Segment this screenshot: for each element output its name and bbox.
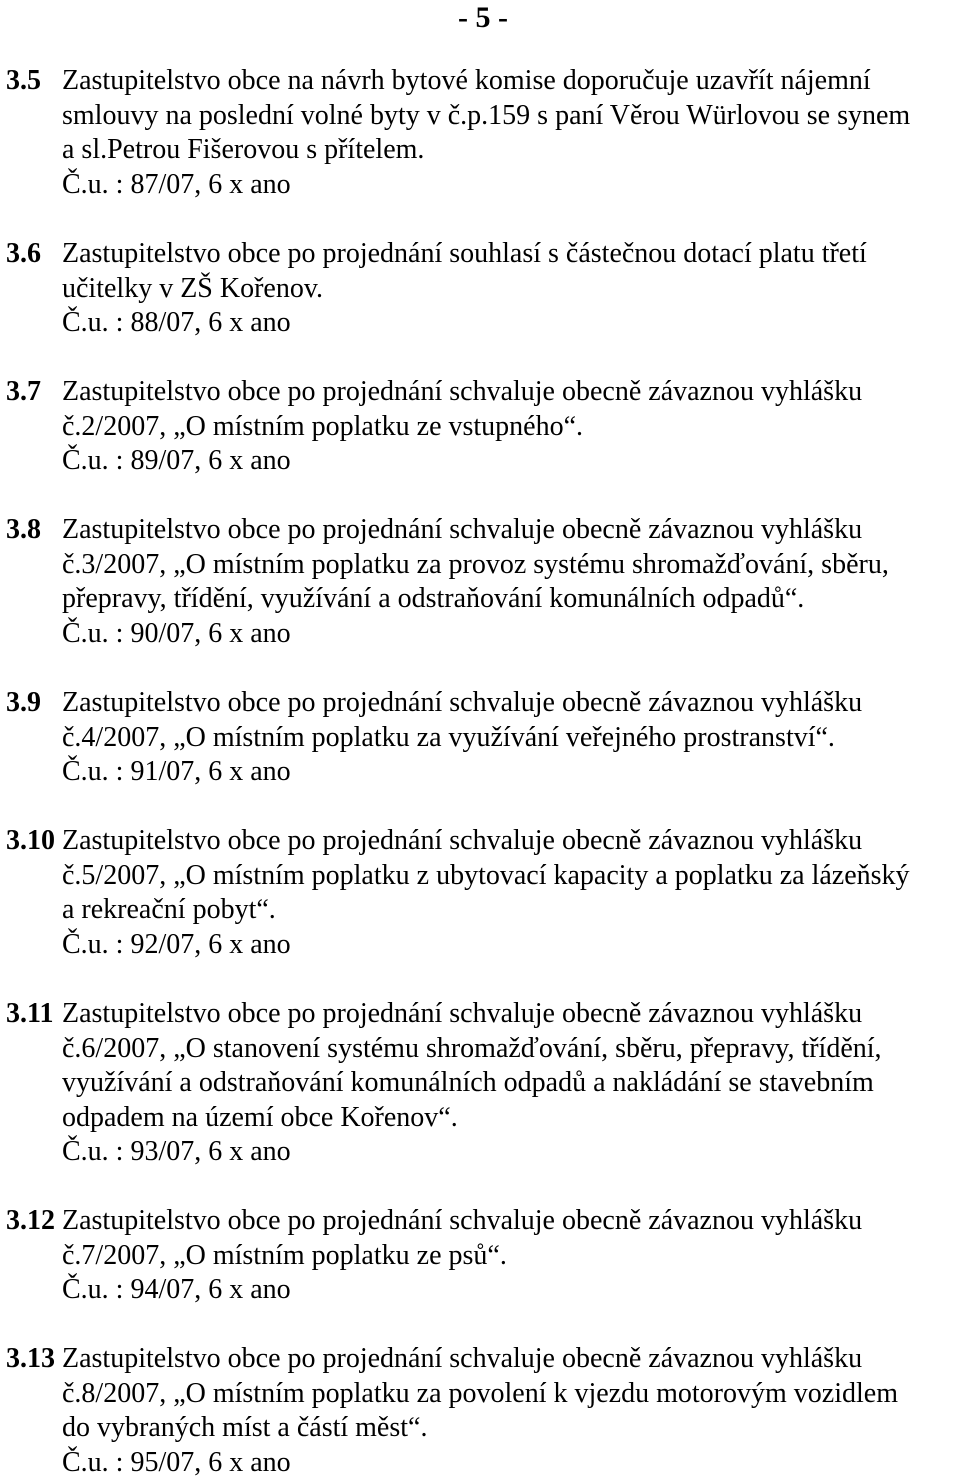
vote-result: Č.u. : 95/07, 6 x ano	[62, 1446, 291, 1478]
item-number: 3.12	[6, 1205, 55, 1236]
item-text: Zastupitelstvo obce po projednání schvaluje obecně závaznou vyhlášku č.5/2007, „O místním poplatku z ubytovací kapacity a poplatku za lázeňský a rekreační pobyt“.	[62, 825, 910, 925]
vote-result: Č.u. : 92/07, 6 x ano	[62, 928, 291, 960]
item-number: 3.10	[6, 825, 55, 856]
item-number: 3.13	[6, 1343, 55, 1374]
item-text: Zastupitelstvo obce po projednání schvaluje obecně závaznou vyhlášku č.8/2007, „O místním poplatku za povolení k vjezdu motorovým vozidlem do vybraných míst a částí měst“.	[62, 1343, 898, 1443]
item-text: Zastupitelstvo obce na návrh bytové komise doporučuje uzavřít nájemní smlouvy na poslední volné byty v č.p.159 s paní Věrou Würlovou se synem a sl.Petrou Fišerovou s přítelem.	[62, 65, 911, 165]
resolution-item-3-12	[6, 1204, 958, 1308]
page-number: - 5 -	[458, 1, 508, 34]
resolution-item-3-9	[6, 686, 958, 790]
vote-result: Č.u. : 89/07, 6 x ano	[62, 445, 291, 476]
item-text: Zastupitelstvo obce po projednání schvaluje obecně závaznou vyhlášku č.4/2007, „O místním poplatku za využívání veřejného prostranství“.	[62, 687, 863, 753]
vote-result: Č.u. : 91/07, 6 x ano	[62, 756, 291, 787]
resolution-item-3-5	[6, 64, 958, 202]
resolution-item-3-13	[6, 1342, 958, 1480]
item-text: Zastupitelstvo obce po projednání schvaluje obecně závaznou vyhlášku č.7/2007, „O místním poplatku ze psů“.	[62, 1205, 863, 1271]
resolution-item-3-7	[6, 375, 958, 479]
item-number: 3.7	[6, 376, 41, 407]
item-text: Zastupitelstvo obce po projednání schvaluje obecně závaznou vyhlášku č.3/2007, „O místním poplatku za provoz systému shromažďování, sběru, přepravy, třídění, využívání a odstraňování komunálních odpadů“.	[62, 514, 889, 614]
item-number: 3.5	[6, 65, 41, 96]
vote-result: Č.u. : 88/07, 6 x ano	[62, 307, 291, 338]
item-number: 3.8	[6, 514, 41, 545]
item-text: Zastupitelstvo obce po projednání schvaluje obecně závaznou vyhlášku č.2/2007, „O místním poplatku ze vstupného“.	[62, 376, 863, 442]
vote-result: Č.u. : 94/07, 6 x ano	[62, 1274, 291, 1305]
vote-result: Č.u. : 90/07, 6 x ano	[62, 617, 291, 649]
resolution-item-3-6	[6, 237, 958, 341]
item-text: Zastupitelstvo obce po projednání schvaluje obecně závaznou vyhlášku č.6/2007, „O stanovení systému shromažďování, sběru, přepravy, třídění, využívání a odstraňování komunálních odpadů a nakládání se stavebním odpadem na území obce Kořenov“.	[62, 998, 882, 1133]
resolution-item-3-8	[6, 513, 958, 651]
resolution-item-3-11	[6, 997, 958, 1170]
item-text: Zastupitelstvo obce po projednání souhlasí s částečnou dotací platu třetí učitelky v ZŠ Kořenov.	[62, 238, 867, 304]
vote-result: Č.u. : 93/07, 6 x ano	[62, 1136, 291, 1167]
item-number: 3.9	[6, 687, 41, 718]
item-number: 3.6	[6, 238, 41, 269]
vote-result: Č.u. : 87/07, 6 x ano	[62, 168, 291, 200]
resolution-item-3-10	[6, 824, 958, 962]
item-number: 3.11	[6, 998, 54, 1029]
